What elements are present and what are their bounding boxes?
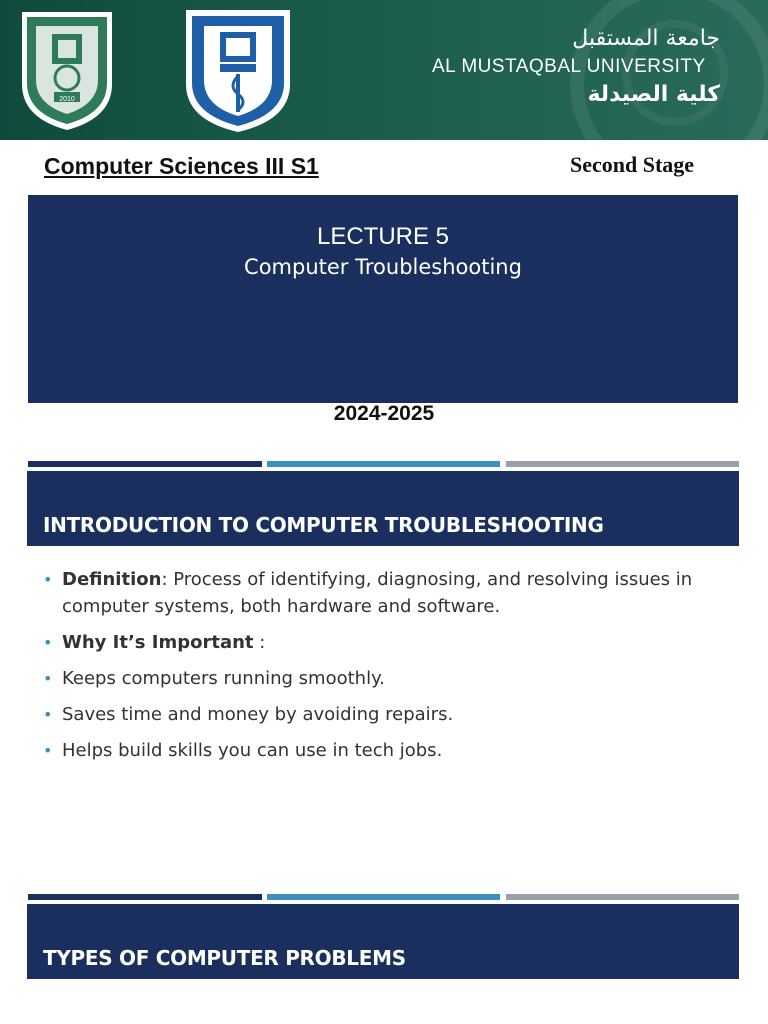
divider-stripe-grey [506, 461, 739, 467]
bullet-icon: • [43, 705, 53, 724]
bullet-text: Saves time and money by avoiding repairs. [62, 704, 454, 725]
bullet-icon: • [43, 669, 53, 688]
list-item [40, 629, 720, 656]
list-item [40, 737, 720, 764]
divider-stripe-navy [28, 461, 262, 467]
section-heading: TYPES OF COMPUTER PROBLEMS [43, 946, 406, 970]
divider-stripe-blue [267, 461, 500, 467]
academic-year: 2024-2025 [333, 402, 435, 425]
bullet-icon: • [43, 633, 53, 652]
university-name-english: AL MUSTAQBAL UNIVERSITY [432, 56, 706, 77]
divider-stripe-blue [267, 894, 500, 900]
bullet-text: Helps build skills you can use in tech jobs. [62, 740, 443, 761]
seal-year: 2010 [59, 96, 75, 103]
bullet-text: Keeps computers running smoothly. [62, 668, 385, 689]
university-banner [0, 0, 768, 140]
list-item [40, 665, 720, 692]
bullet-bold-term: Definition [62, 569, 162, 590]
bullet-icon: • [43, 570, 53, 589]
section-header-types [27, 904, 739, 979]
bullet-icon: • [43, 741, 53, 760]
bullet-list [40, 566, 720, 773]
section-header-introduction [27, 471, 739, 546]
section-heading: INTRODUCTION TO COMPUTER TROUBLESHOOTING [43, 513, 604, 537]
college-seal-logo [14, 6, 120, 134]
college-name-arabic: كلية الصيدلة [587, 82, 720, 107]
divider-stripe-navy [28, 894, 262, 900]
lecture-title-box [28, 195, 738, 403]
stage-label: Second Stage [570, 152, 695, 177]
bullet-text: : [253, 632, 266, 653]
bullet-text: : Process of identifying, diagnosing, and resolving issues in computer systems, both hardware and software. [62, 569, 693, 617]
course-title: Computer Sciences III S1 [44, 153, 319, 179]
list-item [40, 566, 720, 620]
pharmacy-seal-logo [180, 6, 296, 136]
bullet-bold-term: Why It’s Important [62, 632, 254, 653]
lecture-number: LECTURE 5 [316, 223, 450, 250]
university-name-arabic: جامعة المستقبل [572, 26, 720, 51]
lecture-subtitle: Computer Troubleshooting [244, 255, 522, 279]
divider-stripe-grey [506, 894, 739, 900]
list-item [40, 701, 720, 728]
